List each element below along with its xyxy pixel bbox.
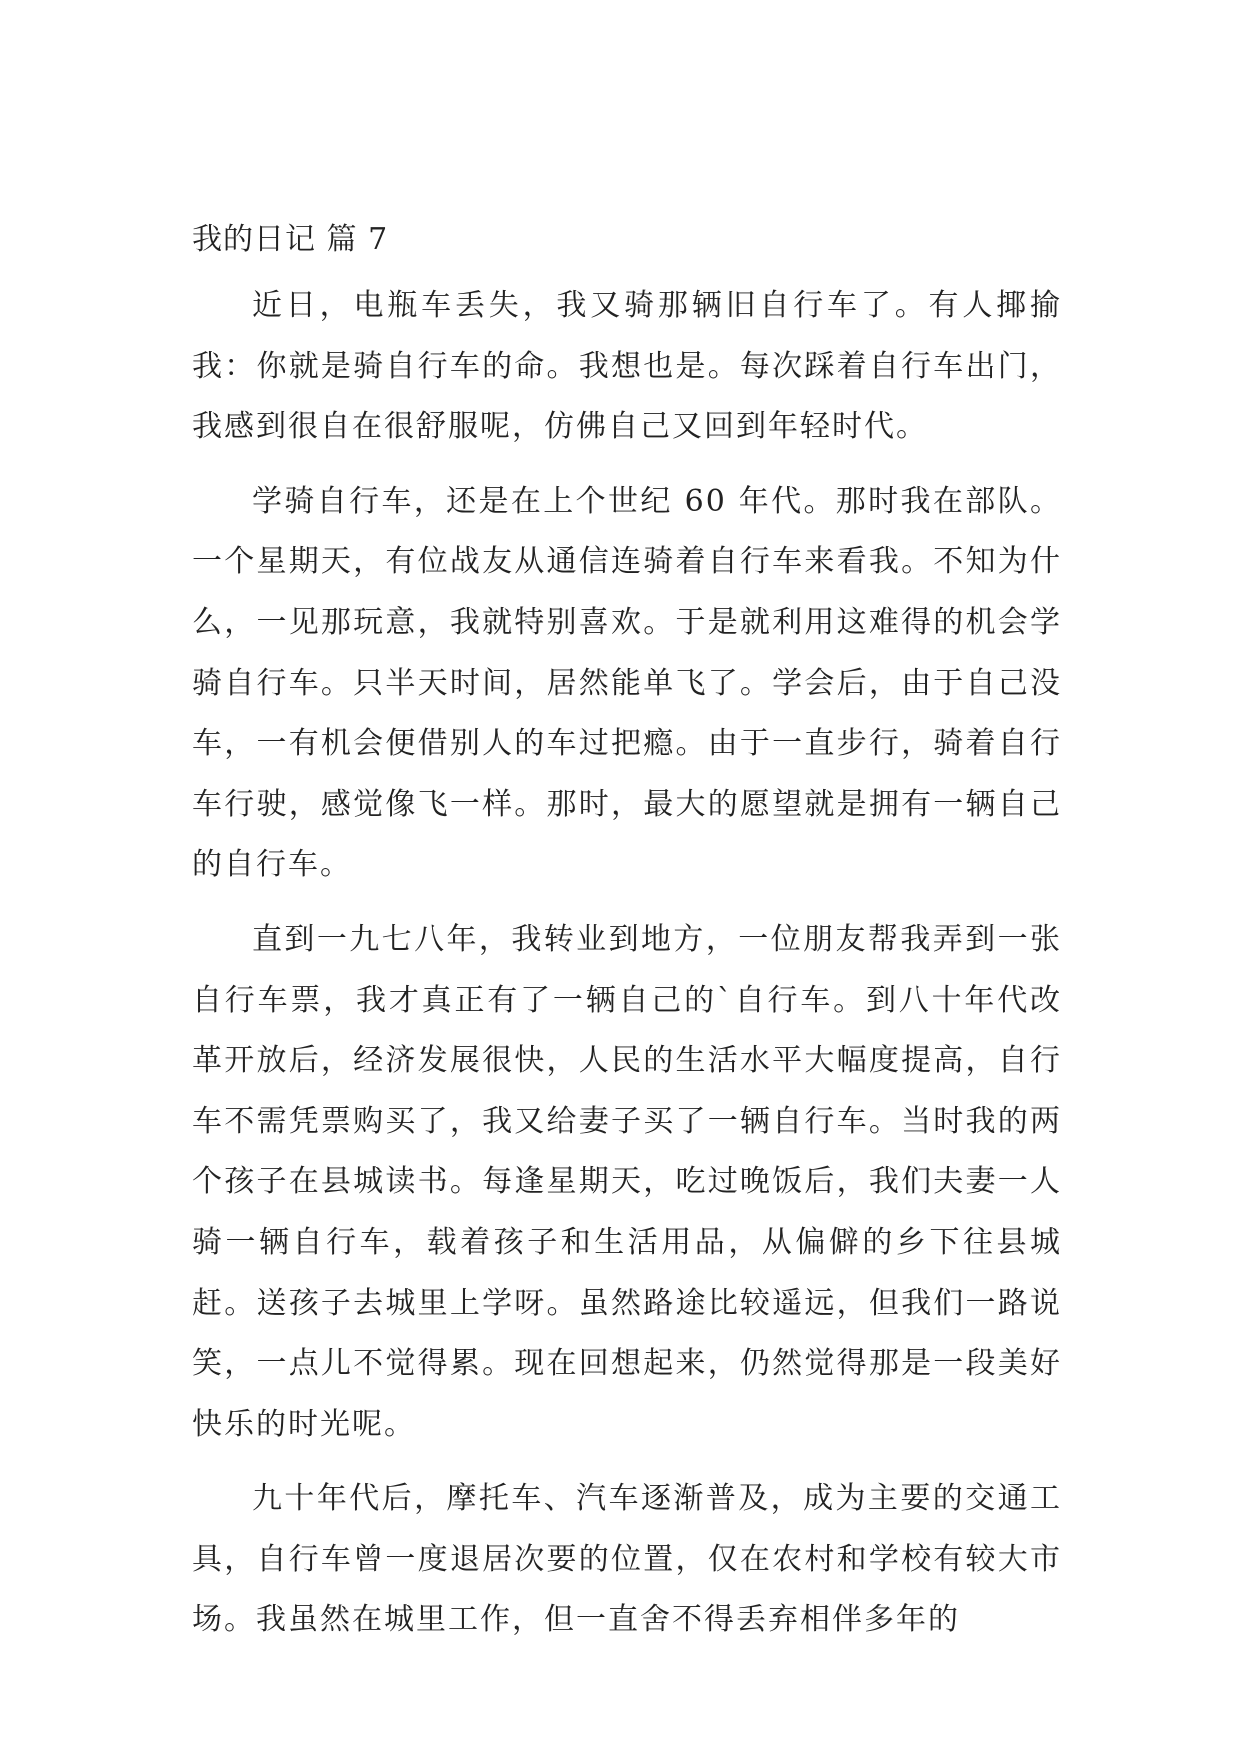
document-body — [192, 224, 1062, 1665]
paragraph-4: 九十年代后，摩托车、汽车逐渐普及，成为主要的交通工具，自行车曾一度退居次要的位置，仅在农村和学校有较大市场。我虽然在城里工作，但一直舍不得丢弃相伴多年的 — [192, 1481, 1062, 1638]
paragraph-3: 直到一九七八年，我转业到地方，一位朋友帮我弄到一张自行车票，我才真正有了一辆自己的`自行车。到八十年代改革开放后，经济发展很快，人民的生活水平大幅度提高，自行车不需凭票购买了，我又给妻子买了一辆自行车。当时我的两个孩子在县城读书。每逢星期天，吃过晚饭后，我们夫妻一人骑一辆自行车，载着孩子和生活用品，从偏僻的乡下往县城赶。送孩子去城里上学呀。虽然路途比较遥远，但我们一路说笑，一点儿不觉得累。现在回想起来，仍然觉得那是一段美好快乐的时光呢。 — [192, 921, 1062, 1442]
paragraph-2: 学骑自行车，还是在上个世纪 60 年代。那时我在部队。一个星期天，有位战友从通信连骑着自行车来看我。不知为什么，一见那玩意，我就特别喜欢。于是就利用这难得的机会学骑自行车。只半天时间，居然能单飞了。学会后，由于自己没车，一有机会便借别人的车过把瘾。由于一直步行，骑着自行车行驶，感觉像飞一样。那时，最大的愿望就是拥有一辆自己的自行车。 — [192, 483, 1062, 883]
paragraph-1: 近日，电瓶车丢失，我又骑那辆旧自行车了。有人揶揄我：你就是骑自行车的命。我想也是。每次踩着自行车出门，我感到很自在很舒服呢，仿佛自己又回到年轻时代。 — [192, 288, 1062, 445]
document-title: 我的日记 篇 7 — [192, 222, 389, 257]
